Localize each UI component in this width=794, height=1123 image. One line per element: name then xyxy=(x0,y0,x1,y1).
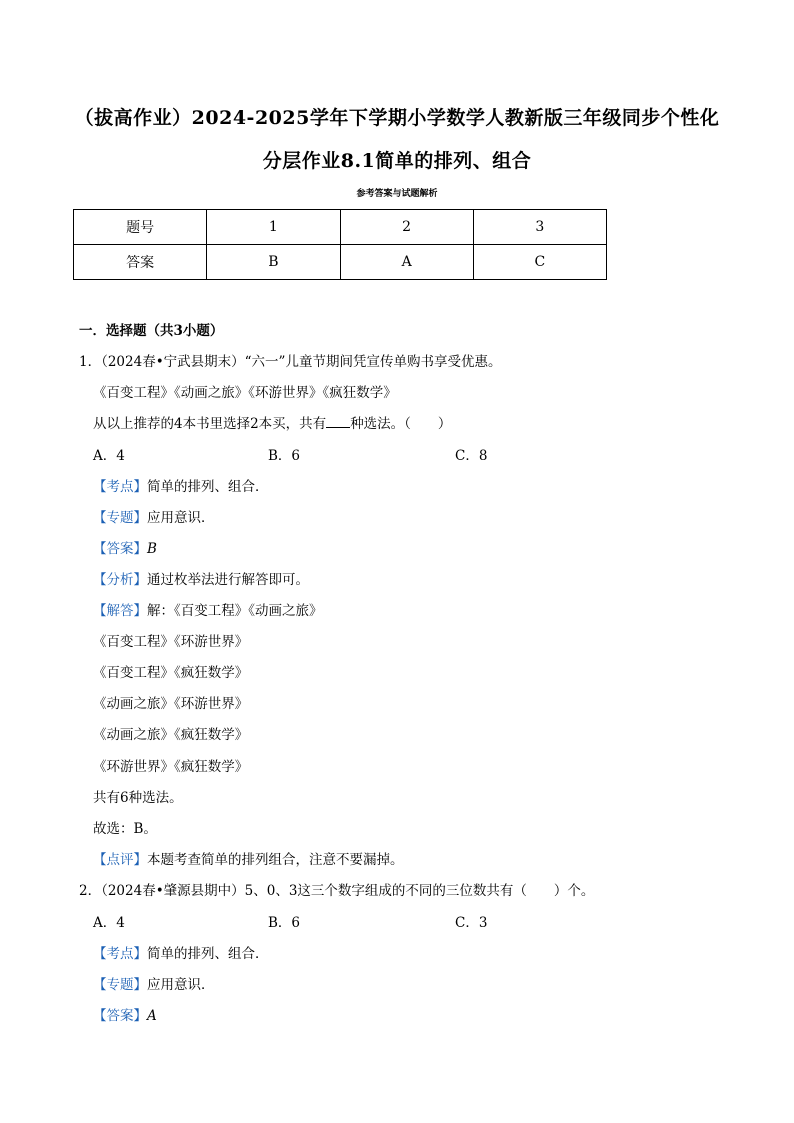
dianping-text: 本题考查简单的排列组合，注意不要漏掉。 xyxy=(147,852,404,868)
jieda-line: 《环游世界》《疯狂数学》 xyxy=(93,759,249,775)
daan-tag: 【答案】 xyxy=(93,1008,147,1024)
kaodian-text: 简单的排列、组合． xyxy=(147,479,269,495)
table-cell: 1 xyxy=(207,210,340,245)
jieda-line: 故选：B。 xyxy=(93,821,157,837)
zhuanti-tag: 【专题】 xyxy=(93,510,147,526)
jieda-line: 《动画之旅》《疯狂数学》 xyxy=(93,727,249,743)
q1-ask xyxy=(93,412,451,432)
q1-ask-before: 从以上推荐的4本书里选择2本买，共有 xyxy=(93,416,327,432)
q2-option-a: A．4 xyxy=(93,915,125,931)
fenxi-text: 通过枚举法进行解答即可。 xyxy=(147,572,309,588)
table-row-header xyxy=(74,210,607,245)
zhuanti-tag: 【专题】 xyxy=(93,977,147,993)
q2-daan xyxy=(93,1004,157,1024)
daan-text: B xyxy=(147,541,157,557)
q1-option-a: A．4 xyxy=(93,448,125,464)
q1-option-b: B．6 xyxy=(268,448,301,464)
answer-table xyxy=(73,209,607,280)
q1-ask-after: 种选法。（ ） xyxy=(350,416,452,432)
q2-kaodian xyxy=(93,942,269,962)
q1-stem: 1．（2024春•宁武县期末）“六一”儿童节期间凭宣传单购书享受优惠。 xyxy=(79,354,502,370)
subtitle: 参考答案与试题解析 xyxy=(356,189,438,199)
table-cell: 题号 xyxy=(74,210,207,245)
zhuanti-text: 应用意识． xyxy=(147,510,215,526)
jieda-text: 解：《百变工程》《动画之旅》 xyxy=(147,603,323,619)
q1-option-c: C．8 xyxy=(455,448,488,464)
kaodian-tag: 【考点】 xyxy=(93,946,147,962)
dianping-tag: 【点评】 xyxy=(93,852,147,868)
q1-zhuanti xyxy=(93,506,215,526)
q1-dianping xyxy=(93,848,404,868)
kaodian-tag: 【考点】 xyxy=(93,479,147,495)
kaodian-text: 简单的排列、组合． xyxy=(147,946,269,962)
q1-daan xyxy=(93,537,157,557)
daan-text: A xyxy=(147,1008,157,1024)
table-cell: A xyxy=(340,245,473,280)
q1-kaodian xyxy=(93,475,269,495)
q2-option-c: C．3 xyxy=(455,915,488,931)
table-row-answers xyxy=(74,245,607,280)
document-title-line-2: 分层作业8.1简单的排列、组合 xyxy=(262,150,532,172)
q2-option-b: B．6 xyxy=(268,915,301,931)
table-cell: 2 xyxy=(340,210,473,245)
zhuanti-text: 应用意识． xyxy=(147,977,215,993)
q1-books: 《百变工程》《动画之旅》《环游世界》《疯狂数学》 xyxy=(93,385,397,401)
q2-zhuanti xyxy=(93,973,215,993)
answer-blank xyxy=(326,415,350,428)
daan-tag: 【答案】 xyxy=(93,541,147,557)
table-cell: C xyxy=(473,245,606,280)
jieda-line: 《百变工程》《环游世界》 xyxy=(93,634,249,650)
fenxi-tag: 【分析】 xyxy=(93,572,147,588)
q1-fenxi xyxy=(93,568,309,588)
q2-stem: 2．（2024春•肇源县期中）5、0、3这三个数字组成的不同的三位数共有（ ）个。 xyxy=(79,883,595,899)
jieda-line: 共有6种选法。 xyxy=(93,790,183,806)
section-title: 一．选择题（共3小题） xyxy=(79,323,224,339)
table-cell: 3 xyxy=(473,210,606,245)
table-cell: B xyxy=(207,245,340,280)
q1-jieda xyxy=(93,599,323,619)
jieda-line: 《动画之旅》《环游世界》 xyxy=(93,696,249,712)
table-cell: 答案 xyxy=(74,245,207,280)
jieda-line: 《百变工程》《疯狂数学》 xyxy=(93,665,249,681)
document-title-line-1: （拔高作业）2024-2025学年下学期小学数学人教新版三年级同步个性化 xyxy=(74,107,720,129)
jieda-tag: 【解答】 xyxy=(93,603,147,619)
